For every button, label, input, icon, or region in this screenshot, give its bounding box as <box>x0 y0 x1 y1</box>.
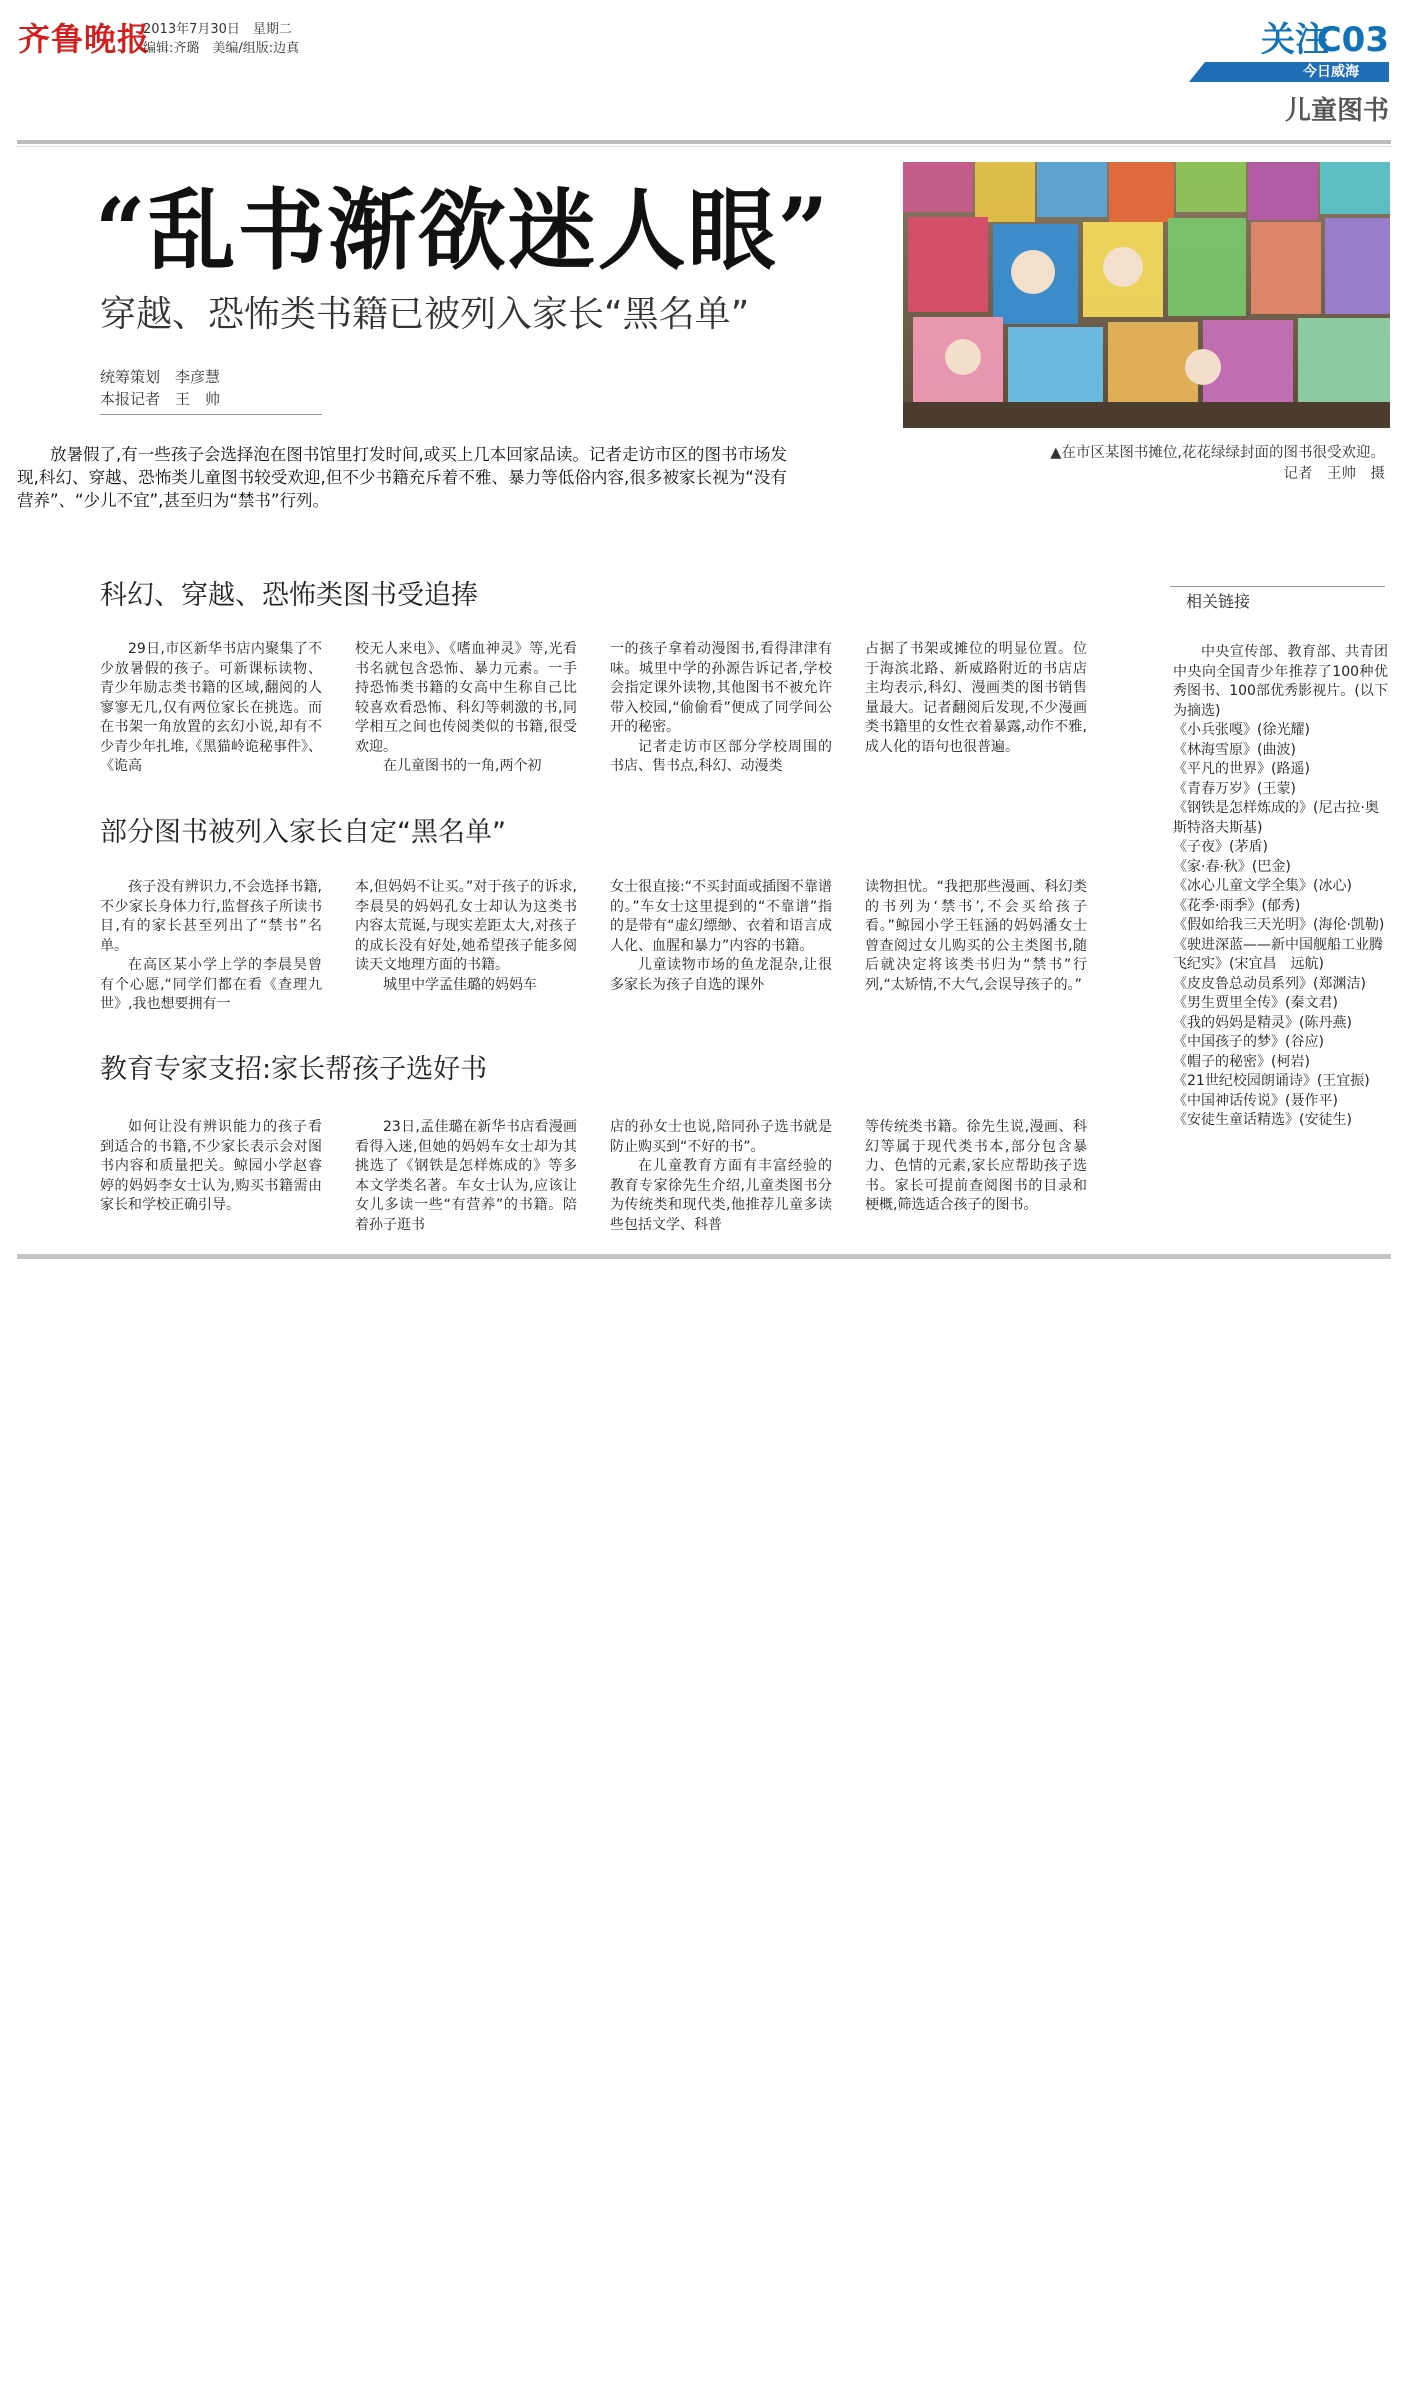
book-list-item: 《中国神话传说》(聂作平) <box>1173 1092 1338 1109</box>
paragraph: 等传统类书籍。徐先生说,漫画、科幻等属于现代类书本,部分包含暴力、色情的元素,家长应帮助孩子选书。家长可提前查阅图书的目录和梗概,筛选适合孩子的图书。 <box>865 1119 1087 1213</box>
sidebar-intro: 中央宣传部、教育部、共青团中央向全国青少年推荐了100种优秀图书、100部优秀影视片。(以下为摘选) <box>1173 644 1388 719</box>
book-list-item: 《安徒生童话精选》(安徒生) <box>1173 1112 1352 1128</box>
article-column <box>610 1118 832 1235</box>
book-list-item: 《我的妈妈是精灵》(陈丹燕) <box>1173 1014 1352 1031</box>
article-column <box>100 1118 322 1216</box>
bookstall-photo <box>903 162 1390 428</box>
page-number: C03 <box>1316 20 1389 60</box>
paragraph: 读物担忧。“我把那些漫画、科幻类的书列为‘禁书’,不会买给孩子看。”鲸园小学王钰涵的妈妈潘女士曾查阅过女儿购买的公主类图书,随后就决定将该类书归为“禁书”行列,“太矫情,不大气,会误导孩子的。” <box>865 879 1087 993</box>
paragraph: 在儿童图书的一角,两个初 <box>383 758 542 774</box>
paragraph: 记者走访市区部分学校周围的书店、售书点,科幻、动漫类 <box>610 738 832 774</box>
article-column <box>610 640 832 777</box>
photo-caption <box>985 443 1385 485</box>
section-heading: 教育专家支招:家长帮孩子选好书 <box>100 1054 488 1085</box>
book-list-item: 《花季·雨季》(郁秀) <box>1173 897 1301 914</box>
book-list-item: 《帽子的秘密》(柯岩) <box>1173 1053 1310 1070</box>
article-column <box>100 640 322 777</box>
article-column <box>355 640 577 777</box>
header-rule-thin <box>17 146 1391 147</box>
book-list-item: 《小兵张嘎》(徐光耀) <box>1173 722 1310 738</box>
photo-credit: 记者 王帅 摄 <box>1283 466 1385 482</box>
article-column <box>610 878 832 995</box>
edition-label: 今日威海 <box>1303 64 1359 80</box>
paragraph: 占据了书架或摊位的明显位置。位于海滨北路、新威路附近的书店店主均表示,科幻、漫画类的图书销售量最大。记者翻阅后发现,不少漫画类书籍里的女性衣着暴露,动作不雅,成人化的语句也很普遍。 <box>865 641 1087 755</box>
book-list-item: 《21世纪校园朗诵诗》(王宜振) <box>1173 1073 1370 1089</box>
headline: “乱书渐欲迷人眼” <box>95 178 831 282</box>
paragraph: 一的孩子拿着动漫图书,看得津津有味。城里中学的孙源告诉记者,学校会指定课外读物,其他图书不被允许带入校园,“偷偷看”便成了同学间公开的秘密。 <box>610 641 832 735</box>
header-rule <box>17 140 1391 144</box>
lede-paragraph: 放暑假了,有一些孩子会选择泡在图书馆里打发时间,或买上几本回家品读。记者走访市区的图书市场发现,科幻、穿越、恐怖类儿童图书较受欢迎,但不少书籍充斥着不雅、暴力等低俗内容,很多被家长视为“没有营养”、“少儿不宜”,甚至归为“禁书”行列。 <box>17 445 787 510</box>
sidebar-title: 相关链接 <box>1186 592 1251 611</box>
byline <box>100 366 322 415</box>
paragraph: 城里中学孟佳璐的妈妈车 <box>383 976 537 993</box>
related-links-sidebar <box>1173 643 1388 1131</box>
book-list-item: 《皮皮鲁总动员系列》(郑渊洁) <box>1173 975 1366 992</box>
paragraph: 儿童读物市场的鱼龙混杂,让很多家长为孩子自选的课外 <box>610 957 832 993</box>
paragraph: 校无人来电》、《嗜血神灵》等,光看书名就包含恐怖、暴力元素。一手持恐怖类书籍的女高中生称自己比较喜欢看恐怖、科幻等刺激的书,同学相互之间也传阅类似的书籍,很受欢迎。 <box>355 641 577 755</box>
masthead-logo <box>18 16 151 62</box>
article-column <box>100 878 322 1015</box>
paragraph: 孩子没有辨识力,不会选择书籍,不少家长身体力行,监督孩子所读书目,有的家长甚至列出了“禁书”名单。 <box>100 879 322 954</box>
staff-line: 编辑:齐璐 美编/组版:边真 <box>143 41 300 56</box>
photo-illustration <box>903 162 1390 428</box>
article-column <box>865 640 1087 757</box>
book-list <box>1173 721 1388 1131</box>
book-list-item: 《家·春·秋》(巴金) <box>1173 858 1291 875</box>
paragraph: 23日,孟佳璐在新华书店看漫画看得入迷,但她的妈妈车女士却为其挑选了《钢铁是怎样炼成的》等多本文学类名著。车女士认为,应该让女儿多读一些“有营养”的书籍。陪着孙子逛书 <box>355 1119 577 1233</box>
paragraph: 29日,市区新华书店内聚集了不少放暑假的孩子。可新课标读物、青少年励志类书籍的区域,翻阅的人寥寥无几,仅有两位家长在挑选。而在书架一角放置的玄幻小说,却有不少青少年扎堆,《黑猫岭诡秘事件》、《诡高 <box>100 641 322 774</box>
book-list-item: 《青春万岁》(王蒙) <box>1173 780 1296 797</box>
paragraph: 如何让没有辨识能力的孩子看到适合的书籍,不少家长表示会对图书内容和质量把关。鲸园小学赵睿婷的妈妈李女士认为,购买书籍需由家长和学校正确引导。 <box>100 1119 322 1213</box>
book-list-item: 《子夜》(茅盾) <box>1173 839 1268 855</box>
paragraph: 在儿童教育方面有丰富经验的教育专家徐先生介绍,儿童类图书分为传统类和现代类,他推荐儿童多读些包括文学、科普 <box>610 1158 832 1233</box>
book-list-item: 《驶进深蓝——新中国舰船工业腾飞纪实》(宋宜昌 远航) <box>1173 936 1383 972</box>
paragraph: 本,但妈妈不让买。”对于孩子的诉求,李晨昊的妈妈孔女士却认为这类书内容太荒诞,与现实差距太大,对孩子的成长没有好处,她希望孩子能多阅读天文地理方面的书籍。 <box>355 879 577 973</box>
caption-text: ▲在市区某图书摊位,花花绿绿封面的图书很受欢迎。 <box>1050 445 1385 461</box>
article-column <box>865 1118 1087 1216</box>
book-list-item: 《中国孩子的梦》(谷应) <box>1173 1034 1324 1050</box>
section-title: 关注 <box>1261 20 1329 60</box>
credit-planner: 统筹策划 李彦慧 <box>100 368 221 386</box>
footer-rule <box>17 1254 1391 1259</box>
column-label: 儿童图书 <box>1284 96 1389 126</box>
edition-band <box>1189 62 1389 82</box>
sidebar-header <box>1170 586 1385 613</box>
book-list-item: 《男生贾里全传》(秦文君) <box>1173 995 1338 1011</box>
section-heading: 部分图书被列入家长自定“黑名单” <box>100 817 506 848</box>
book-list-item: 《假如给我三天光明》(海伦·凯勒) <box>1173 917 1385 933</box>
paragraph: 店的孙女士也说,陪同孙子选书就是防止购买到“不好的书”。 <box>610 1119 832 1155</box>
book-list-item: 《冰心儿童文学全集》(冰心) <box>1173 878 1352 894</box>
article-column <box>355 878 577 995</box>
paragraph: 在高区某小学上学的李晨昊曾有个心愿,“同学们都在看《查理九世》,我也想要拥有一 <box>100 957 322 1012</box>
paragraph: 女士很直接:“不买封面或插图不靠谱的。”车女士这里提到的“不靠谱”指的是带有“虚幻缥缈、衣着和语言成人化、血腥和暴力”内容的书籍。 <box>610 879 832 954</box>
masthead-name: 齐鲁晚报 <box>18 20 151 58</box>
subheadline: 穿越、恐怖类书籍已被列入家长“黑名单” <box>100 294 750 335</box>
date-line: 2013年7月30日 星期二 <box>143 22 292 37</box>
section-heading: 科幻、穿越、恐怖类图书受追捧 <box>100 580 478 611</box>
credit-reporter: 本报记者 王 帅 <box>100 390 221 408</box>
article-column <box>865 878 1087 995</box>
book-list-item: 《钢铁是怎样炼成的》(尼古拉·奥斯特洛夫斯基) <box>1173 800 1379 836</box>
book-list-item: 《平凡的世界》(路遥) <box>1173 761 1310 777</box>
book-list-item: 《林海雪原》(曲波) <box>1173 741 1296 758</box>
article-column <box>355 1118 577 1235</box>
